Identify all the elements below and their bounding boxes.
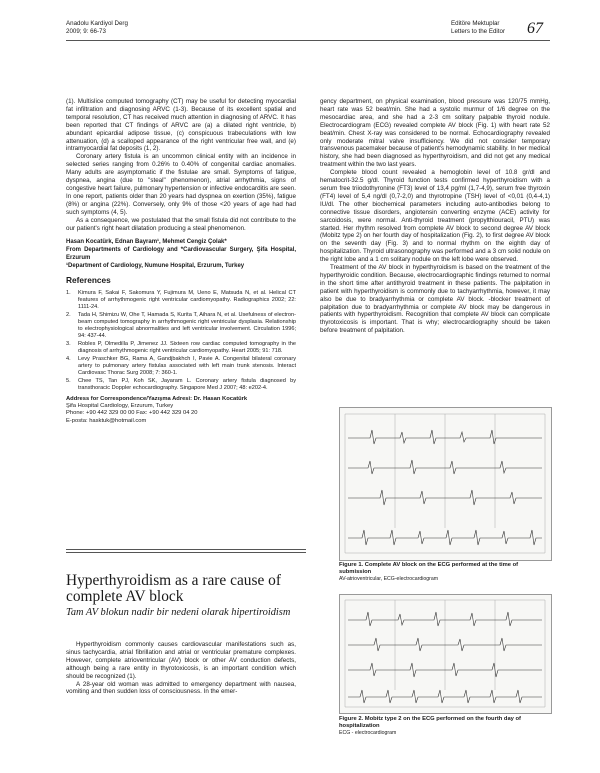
reference-number: 5. [66, 377, 71, 384]
paragraph: As a consequence, we postulated that the small fistula did not contribute to the our patient's right heart dilatation producing a steal phenomenon. [66, 216, 296, 232]
running-header-right [451, 20, 505, 36]
right-column [320, 98, 550, 335]
ecg-trace-image [340, 595, 551, 713]
affiliation: From Departments of Cardiology and *Cardiovascular Surgery, Şifa Hospital, Erzurum [66, 247, 296, 261]
correspondence-address: Address for Correspondence/Yazışma Adresi: Dr. Hasan Kocatürk [66, 395, 248, 402]
reference-item [66, 290, 296, 311]
author-block [66, 239, 296, 270]
paragraph: Complete blood count revealed a hemoglobin level of 10.8 gr/dl and hematocrit-32.5 g/dl. Thyroid function tests confirmed hyperthyroidism with a serum free triiodothyronine (FT3) level of 13,4 pg/ml (1,7-4,9), serum free thyroxin (FT4) level of 5,4 ng/dl (0,7-2,0) and thyrotropine (TSH) level of <0,01 (0,4-4,1) IU/dl. The other biochemical parameters including auto-antibodies belong to connective tissue disorders, angiotensin converting enzyme (ACE) activity for sarcoidosis, were normal. Anti-thyroid treatment (propylthiouracil, PTU) was started. Her rhythm resolved from complete AV block to second degree AV block (Mobitz type 2) on her fourth day of hospitalization (Fig. 2), to first degree AV block on the seventh day (Fig. 3) and to normal rhythm on the eighth day of hospitalization. Thyroid ultrasonography was performed and a 3 cm solid nodule on the right lobe and a 1 cm solitary nodule on the left lobe were observed. [320, 169, 550, 264]
paragraph: (1). Multislice computed tomography (CT) may be useful for detecting myocardial fat infiltration and diagnosing ARVC (1-3). Because of its excellent spatial and temporal resolution, CT has received much attention in diagnosing of ARVC. It has been reported that CT findings of ARVC are (a) a dilated right ventricle, b) abundant epicardial adipose tissue, (c) conspicuous trabeculations with low attenuation, (d) a scalloped appearance of the right ventricular free wall, and (e) intramyocardial fat deposits (1, 2). [66, 98, 296, 153]
reference-list [66, 290, 296, 392]
reference-text: Levy Praschker BG, Rama A, Gandjbakhch I, Pavie A. Congenital bilateral coronary artery to pulmonary artery fistulas associated with left main trunk stenosis. Interact Cardiovasc Thorac Surg 2008; 7: 360-1. [78, 355, 296, 376]
page-number: 67 [527, 20, 543, 37]
figure-2-ecg-image [339, 594, 552, 714]
figure-1-ecg-image [339, 407, 552, 561]
reference-text: Kimura F, Sakai F, Sakomura Y, Fujimura M, Ueno E, Matsuda N, et al. Helical CT features of arrhythmogenic right ventricular cardiomyopathy. Radiographics 2002; 22: 1111-24. [78, 289, 296, 310]
reference-number: 4. [66, 355, 71, 362]
ecg-trace-image [340, 408, 551, 560]
figure-caption-text: Complete AV block on the ECG performed at the time of submission [339, 562, 519, 576]
reference-text: Tada H, Shimizu W, Ohe T, Hamada S, Kurita T, Aihara N, et al. Usefulness of electron-beam computed tomography in arrhythmogenic right ventricular dysplasia. Relationship to electrophysiological abnormalities and left ventricular involvement. Circulation 1996; 94: 437-44. [78, 311, 296, 339]
figure-abbreviations: ECG - electrocardiogram [339, 730, 397, 737]
article-subtitle: Tam AV blokun nadir bir nedeni olarak hipertiroidism [66, 607, 291, 618]
reference-number: 1. [66, 289, 71, 296]
left-column-article [66, 641, 296, 696]
correspondence-hospital: Şifa Hospital Cardiology, Erzurum, Turkey [66, 402, 174, 409]
references-heading: References [66, 274, 111, 285]
paragraph: A 28-year old woman was admitted to emergency department with nausea, vomiting and then sudden loss of consciousness. In the emer- [66, 680, 296, 696]
journal-issue: 2009; 9: 66-73 [66, 28, 106, 35]
figure-abbreviations: AV-atrioventricular, ECG-electrocardiogram [339, 576, 439, 583]
paragraph: Treatment of the AV block in hyperthyroidism is based on the treatment of the hyperthyroidic condition. Because, electrocardiographic findings returned to normal in the short time after antithyroid treatment in these patients. The palpitation in patient with hyperthyroidism is commonly due to tachyarrhythmia, however, it may also be due to bradyarrhythmia or complete AV block. -blocker treatment of palpitation due to bradyarrhythmia or complete AV block may be dangerous in patients with hyperthyroidism. Recognition that complete AV block can complicate thyrotoxicosis is important. That is why; electrocardiography should be taken before treatment of palpitation. [320, 264, 550, 335]
section-title-en: Letters to the Editor [451, 28, 505, 35]
running-header-left [66, 20, 128, 36]
reference-number: 3. [66, 340, 71, 347]
correspondence-phone: Phone: +90 442 329 00 00 Fax: +90 442 329 04 20 [66, 410, 198, 417]
section-divider [66, 552, 306, 553]
reference-item [66, 341, 296, 355]
section-divider [66, 549, 306, 550]
paragraph: Hyperthyroidism commonly causes cardiovascular manifestations such as, sinus tachycardia, atrial fibrillation and atrial or ventricular premature complexes. However, complete atrioventricular (AV) block or other AV conduction defects, although being a rare entity in thyrotoxicosis, is an important condition which should be recognized (1). [66, 641, 296, 680]
figure-label: Figure 1. [339, 562, 364, 568]
correspondence-block [66, 396, 296, 426]
paragraph: gency department, on physical examination, blood pressure was 120/75 mmHg, heart rate was 52 beat/min. She had a systolic murmur of 1/6 degree on the mesocardiac area, and she had a 2-3 cm solitary palpable thyroid nodule. Electrocardiogram (ECG) revealed complete AV block (Fig. 1) with heart rate 52 beat/min. Chest X-ray was considered to be normal. Echocardiography revealed only moderate mitral valve insufficiency. We did not consider temporary transvenous pacemaker because of patient's hemodynamic stability. In her medical history, she had been diagnosed as hyperthyroidism, and did not get any medical treatment within the two last years. [320, 98, 550, 169]
figure-caption-text: Mobitz type 2 on the ECG performed on the fourth day of hospitalization [339, 716, 521, 730]
affiliation: ¹Department of Cardiology, Numune Hospital, Erzurum, Turkey [66, 262, 245, 269]
authors: Hasan Kocatürk, Ednan Bayram¹, Mehmet Cengiz Çolak* [66, 239, 227, 246]
correspondence-email: E-posta: hasktuk@hotmail.com [66, 417, 147, 424]
reference-text: Chee TS, Tan PJ, Koh SK, Jayaram L. Coronary artery fistula diagnosed by transthoracic Doppler echocardiography. Singapore Med J 2007; 48: e202-4. [78, 377, 296, 391]
reference-item [66, 312, 296, 340]
journal-name: Anadolu Kardiyol Derg [66, 20, 128, 27]
article-title: Hyperthyroidism as a rare cause of complete AV block [66, 572, 281, 605]
figure-2-caption [339, 716, 550, 738]
reference-item [66, 378, 296, 392]
figure-1-caption [339, 562, 550, 584]
section-title-tr: Editöre Mektuplar [451, 20, 500, 27]
header-rule [66, 40, 550, 41]
figure-label: Figure 2. [339, 716, 364, 722]
reference-text: Robles P, Olmedilla P, Jimenez JJ. Sixteen row cardiac computed tomography in the diagnosis of arrhythmogenic right ventricular cardiomyopathy. Heart 2005; 91: 718. [78, 340, 296, 354]
reference-number: 2. [66, 311, 71, 318]
paragraph: Coronary artery fistula is an uncommon clinical entity with an incidence in selected series ranging from 0.26% to 0.40% of congenital cardiac anomalies. Many adults are asymptomatic if the fistulae are small. Symptoms of fatigue, dyspnea, angina (due to "steal" phenomenon), atrial arrhythmia, signs of congestive heart failure, pulmonary hypertension or infective endocarditis are seen. In one report, patients older than 20 years had dyspnea on exertion (35%), fatigue (8%) or angina (22%). Conversely, only 9% of those <20 years of age had had such symptoms (4, 5). [66, 153, 296, 216]
left-column [66, 98, 296, 425]
reference-item [66, 356, 296, 377]
